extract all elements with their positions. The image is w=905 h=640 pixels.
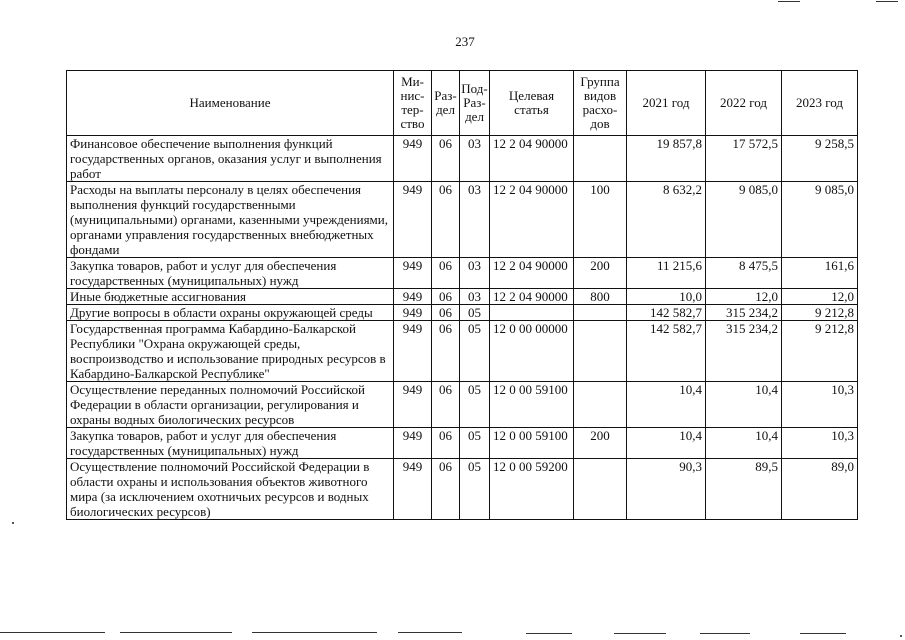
header-expense-group: Группа видов расхо- дов: [574, 71, 627, 136]
cell-name: Осуществление переданных полномочий Российской Федерации в области организации, регулирования и охраны водных биологических ресурсов: [67, 382, 394, 428]
cell-target-article: 12 2 04 90000: [490, 136, 574, 182]
page-number: 237: [455, 34, 475, 49]
cell-name: Финансовое обеспечение выполнения функций государственных органов, оказания услуг и выполнения работ: [67, 136, 394, 182]
table-row: [67, 289, 858, 305]
cell-section: 06: [432, 382, 460, 428]
table-row: [67, 182, 858, 258]
cell-year-2023: 9 085,0: [782, 182, 858, 258]
scan-line-4: [398, 632, 462, 633]
scan-line-5: [526, 633, 572, 634]
cell-year-2021: 10,4: [627, 382, 706, 428]
cell-year-2022: 315 234,2: [706, 321, 782, 382]
cell-expense-group: 100: [574, 182, 627, 258]
cell-ministry: 949: [394, 258, 432, 289]
cell-ministry: 949: [394, 289, 432, 305]
table-row: [67, 321, 858, 382]
cell-year-2023: 9 212,8: [782, 305, 858, 321]
cell-name: Другие вопросы в области охраны окружающей среды: [67, 305, 394, 321]
cell-subsection: 03: [460, 136, 490, 182]
cell-expense-group: [574, 382, 627, 428]
cell-name: Закупка товаров, работ и услуг для обеспечения государственных (муниципальных) нужд: [67, 428, 394, 459]
cell-year-2021: 90,3: [627, 459, 706, 520]
cell-target-article: [490, 305, 574, 321]
header-year-2023: 2023 год: [782, 71, 858, 136]
scan-line-8: [800, 633, 846, 634]
cell-year-2022: 315 234,2: [706, 305, 782, 321]
cell-expense-group: [574, 136, 627, 182]
cell-target-article: 12 2 04 90000: [490, 182, 574, 258]
cell-subsection: 05: [460, 459, 490, 520]
header-subsection: Под- Раз- дел: [460, 71, 490, 136]
scan-dot: [900, 635, 902, 637]
cell-ministry: 949: [394, 382, 432, 428]
header-year-2022: 2022 год: [706, 71, 782, 136]
scan-mark-top-right-2: [876, 1, 898, 2]
cell-year-2022: 10,4: [706, 428, 782, 459]
cell-target-article: 12 2 04 90000: [490, 289, 574, 305]
cell-name: Расходы на выплаты персоналу в целях обеспечения выполнения функций государственными (муниципальными) органами, казенными учреждениями, органами управления государственных внебюджетных фондами: [67, 182, 394, 258]
cell-expense-group: 200: [574, 258, 627, 289]
scan-dot: [12, 522, 14, 524]
scan-line-3: [252, 632, 377, 633]
cell-name: Осуществление полномочий Российской Федерации в области охраны и использования объектов животного мира (за исключением охотничьих ресурсов и водных биологических ресурсов): [67, 459, 394, 520]
cell-expense-group: [574, 305, 627, 321]
table-row: [67, 428, 858, 459]
cell-name: Государственная программа Кабардино-Балкарской Республики "Охрана окружающей среды, воспроизводство и использование природных ресурсов в Кабардино-Балкарской Республике": [67, 321, 394, 382]
cell-ministry: 949: [394, 459, 432, 520]
cell-subsection: 05: [460, 382, 490, 428]
table-row: [67, 459, 858, 520]
header-ministry: Ми- нис- тер- ство: [394, 71, 432, 136]
cell-target-article: 12 0 00 59100: [490, 428, 574, 459]
cell-subsection: 05: [460, 321, 490, 382]
cell-ministry: 949: [394, 182, 432, 258]
cell-subsection: 03: [460, 258, 490, 289]
cell-subsection: 03: [460, 182, 490, 258]
scan-line-6: [614, 633, 666, 634]
cell-year-2023: 12,0: [782, 289, 858, 305]
cell-ministry: 949: [394, 305, 432, 321]
cell-subsection: 03: [460, 289, 490, 305]
cell-target-article: 12 0 00 59100: [490, 382, 574, 428]
cell-year-2021: 10,4: [627, 428, 706, 459]
table-row: [67, 382, 858, 428]
cell-year-2022: 17 572,5: [706, 136, 782, 182]
table-row: [67, 136, 858, 182]
cell-year-2021: 11 215,6: [627, 258, 706, 289]
cell-section: 06: [432, 182, 460, 258]
cell-ministry: 949: [394, 321, 432, 382]
cell-name: Иные бюджетные ассигнования: [67, 289, 394, 305]
cell-year-2023: 89,0: [782, 459, 858, 520]
cell-section: 06: [432, 428, 460, 459]
cell-section: 06: [432, 459, 460, 520]
cell-year-2022: 12,0: [706, 289, 782, 305]
cell-name: Закупка товаров, работ и услуг для обеспечения государственных (муниципальных) нужд: [67, 258, 394, 289]
cell-year-2022: 8 475,5: [706, 258, 782, 289]
scan-line-7: [700, 633, 750, 634]
header-year-2021: 2021 год: [627, 71, 706, 136]
cell-target-article: 12 2 04 90000: [490, 258, 574, 289]
cell-year-2023: 161,6: [782, 258, 858, 289]
cell-section: 06: [432, 305, 460, 321]
cell-year-2021: 8 632,2: [627, 182, 706, 258]
header-name: Наименование: [67, 71, 394, 136]
cell-section: 06: [432, 136, 460, 182]
table-row: [67, 305, 858, 321]
cell-year-2022: 9 085,0: [706, 182, 782, 258]
cell-section: 06: [432, 321, 460, 382]
cell-ministry: 949: [394, 136, 432, 182]
scan-line-1: [0, 632, 105, 633]
cell-expense-group: 800: [574, 289, 627, 305]
cell-year-2022: 89,5: [706, 459, 782, 520]
cell-subsection: 05: [460, 305, 490, 321]
header-target-article: Целевая статья: [490, 71, 574, 136]
cell-expense-group: [574, 459, 627, 520]
cell-year-2021: 10,0: [627, 289, 706, 305]
cell-target-article: 12 0 00 00000: [490, 321, 574, 382]
budget-table: [66, 70, 858, 520]
cell-section: 06: [432, 289, 460, 305]
cell-year-2023: 9 258,5: [782, 136, 858, 182]
cell-year-2023: 10,3: [782, 382, 858, 428]
table-row: [67, 258, 858, 289]
cell-year-2021: 19 857,8: [627, 136, 706, 182]
scan-mark-top-right-1: [778, 1, 800, 2]
cell-ministry: 949: [394, 428, 432, 459]
cell-subsection: 05: [460, 428, 490, 459]
cell-expense-group: 200: [574, 428, 627, 459]
cell-year-2022: 10,4: [706, 382, 782, 428]
header-section: Раз- дел: [432, 71, 460, 136]
cell-year-2021: 142 582,7: [627, 321, 706, 382]
cell-section: 06: [432, 258, 460, 289]
cell-target-article: 12 0 00 59200: [490, 459, 574, 520]
cell-year-2023: 9 212,8: [782, 321, 858, 382]
table-header-row: [67, 71, 858, 136]
scan-line-2: [120, 632, 232, 633]
cell-year-2021: 142 582,7: [627, 305, 706, 321]
cell-year-2023: 10,3: [782, 428, 858, 459]
cell-expense-group: [574, 321, 627, 382]
